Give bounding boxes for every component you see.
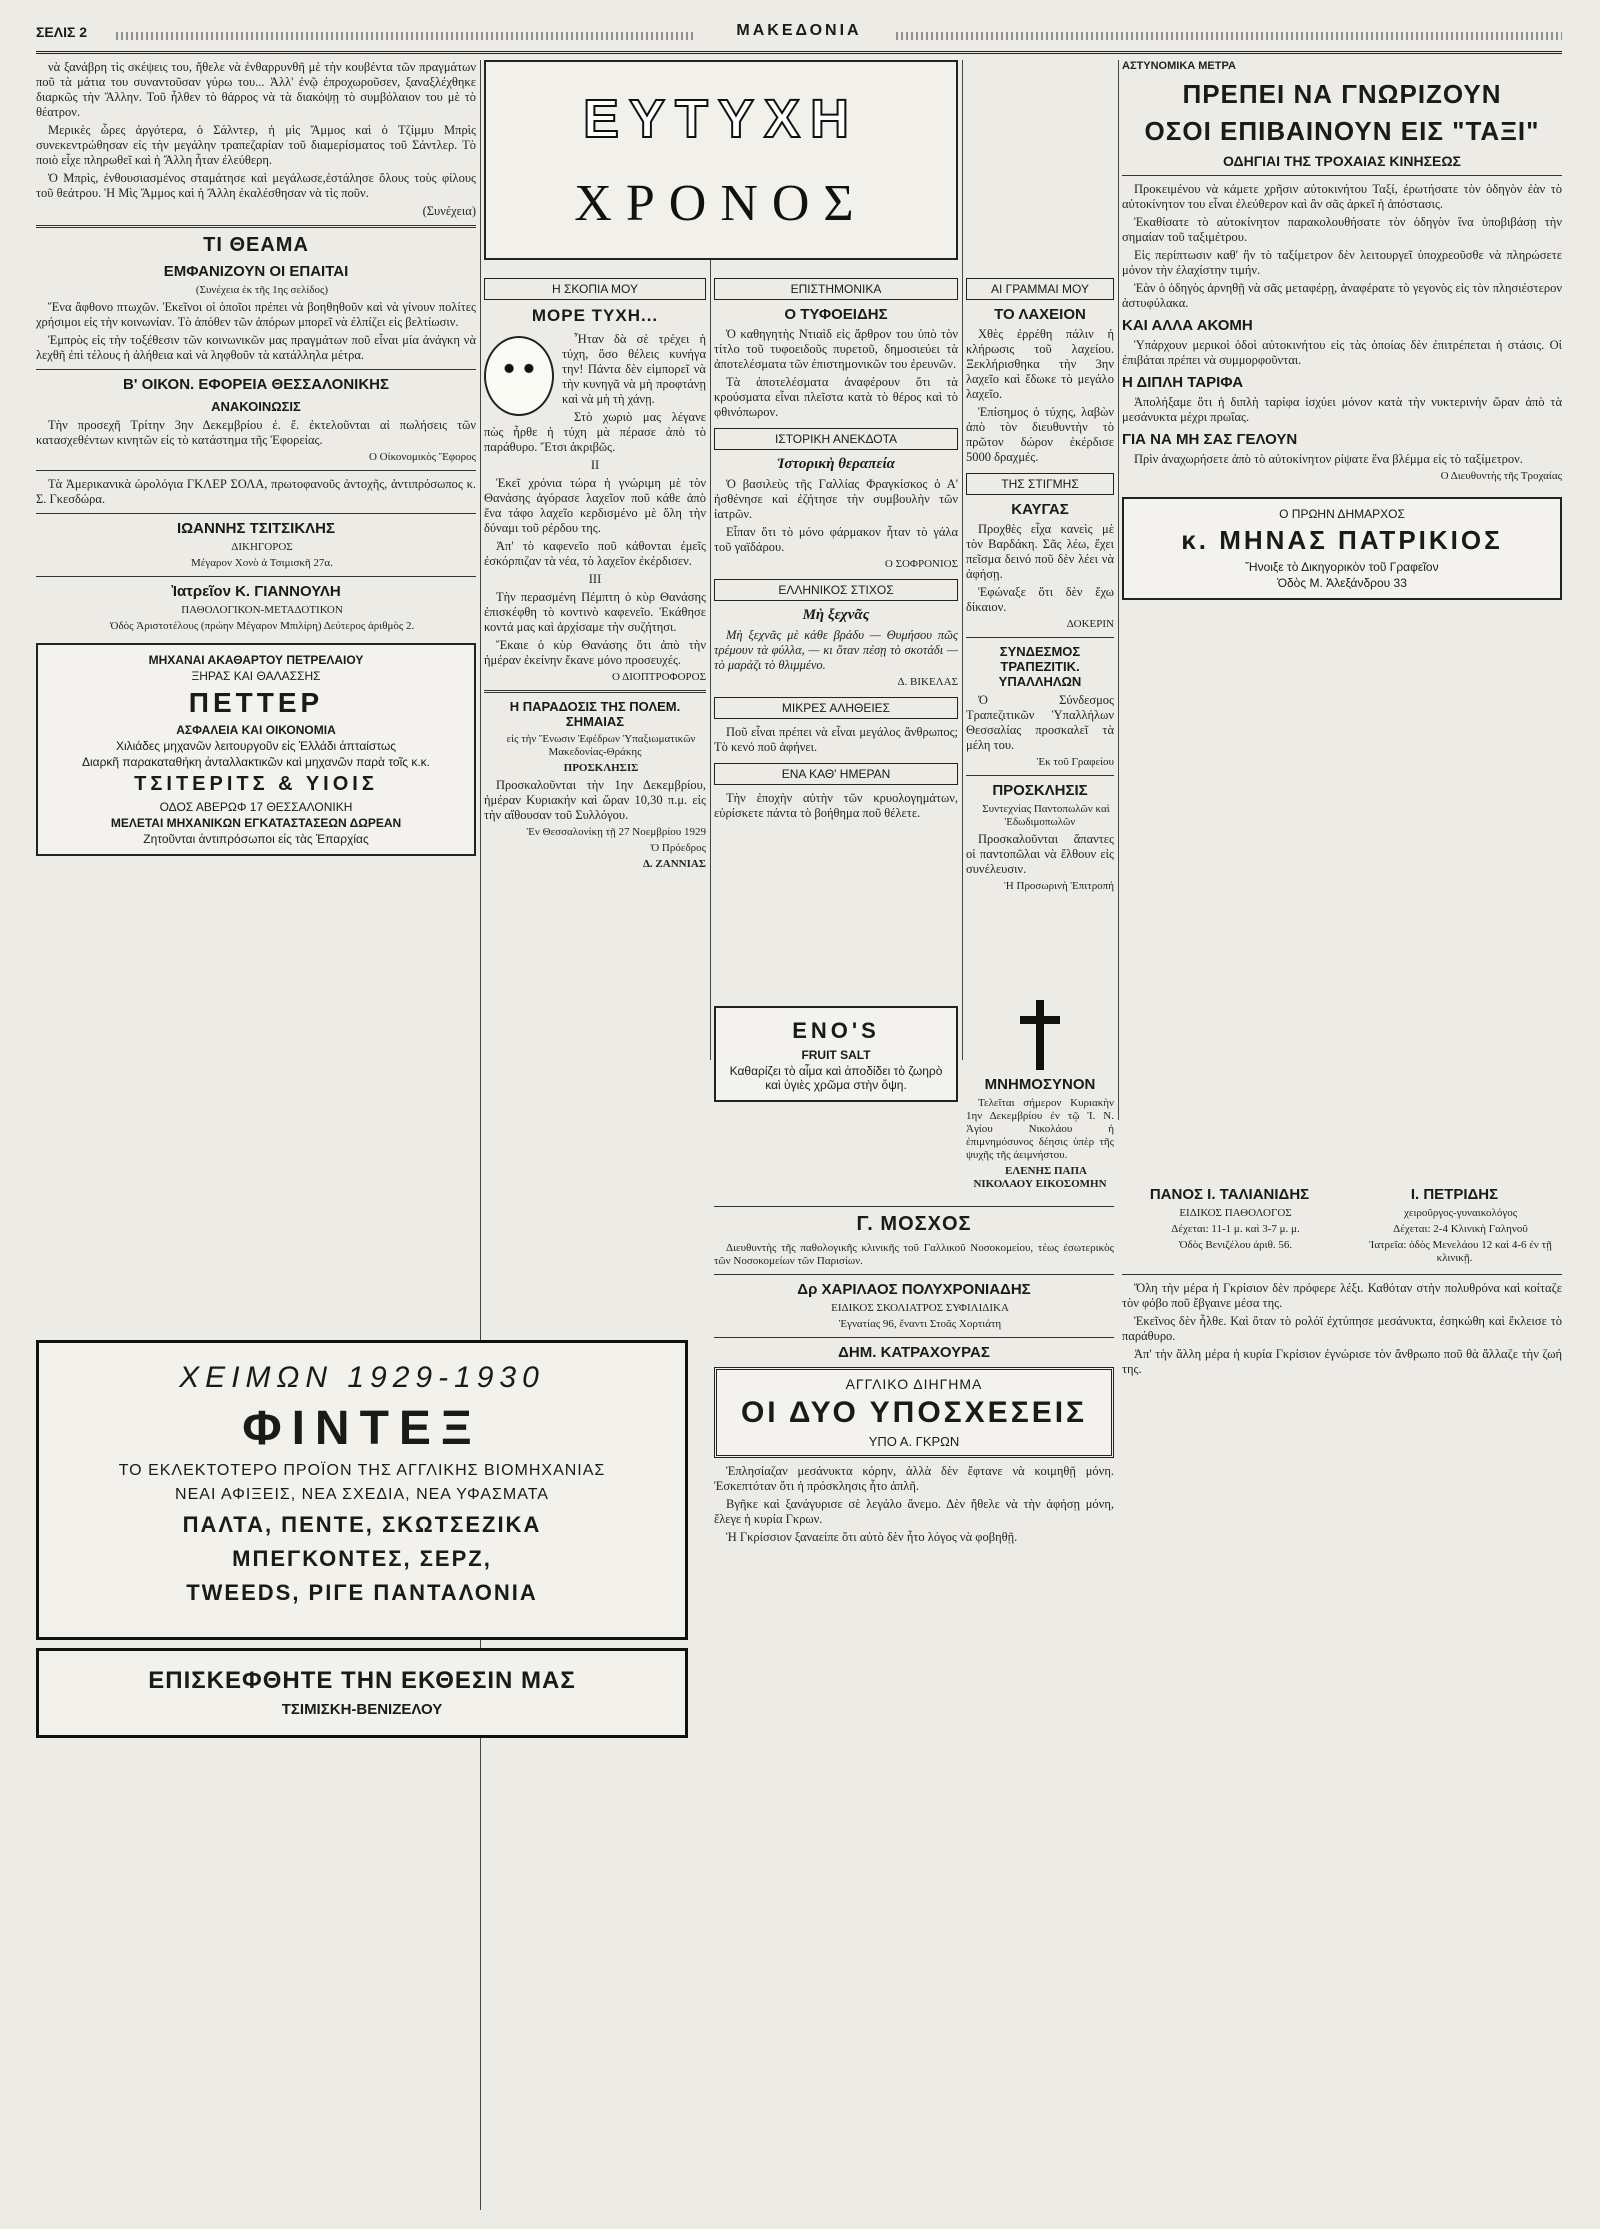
ad-line: TWEEDS, ΡΙΓΕ ΠΑΝΤΑΛΟΝΙΑ xyxy=(186,1580,538,1605)
ad-address: Ὁδὸς Μ. Ἀλεξάνδρου 33 xyxy=(1277,576,1407,590)
story-text: Ὅλη τὴν μέρα ἡ Γκρίσιον δὲν πρόφερε λέξι. Καθόταν στὴν πολυθρόνα καὶ κοίταζε τὸν φόβο ποῦ ἔβγαινε μέσα της. xyxy=(1122,1281,1562,1310)
section-box: ΕΠΙΣΤΗΜΟΝΙΚΑ xyxy=(714,278,958,300)
story-kicker: ΑΓΓΛΙΚΟ ΔΙΗΓΗΜΑ xyxy=(845,1376,983,1392)
lawyer-address: Μέγαρον Χονὸ ἀ Τσιμισκῆ 27α. xyxy=(191,557,333,569)
subhead-paradosis: εἰς τὴν Ἕνωσιν Ἐφέδρων Ὑπαξιωματικῶν Μακεδονίας-Θράκης xyxy=(506,733,696,758)
column-2 xyxy=(484,270,706,990)
headline-prosklisis: ΠΡΟΣΚΛΗΣΙΣ xyxy=(992,782,1088,799)
doctor-specialty: χειροῦργος-γυναικολόγος xyxy=(1403,1207,1518,1219)
enos-ad xyxy=(714,1000,958,1170)
section-box: ΕΛΛΗΝΙΚΟΣ ΣΤΙΧΟΣ xyxy=(714,579,958,601)
signature: Ο ΔΙΟΠΤΡΟΦΟΡΟΣ xyxy=(612,671,706,683)
headline-taxi-2: ΟΣΟΙ ΕΠΙΒΑΙΝΟΥΝ ΕΙΣ "ΤΑΞΙ" xyxy=(1144,116,1540,146)
doctor-name: Ι. ΠΕΤΡΙΔΗΣ xyxy=(1410,1186,1499,1203)
notice-president: Ὁ Πρόεδρος xyxy=(650,842,706,854)
section-numeral: II xyxy=(590,458,600,472)
article-text: Ἦταν δὰ σὲ τρέχει ἡ τύχη, ὅσο θέλεις κυνήγα την! Πάντα δὲν εἰμπορεῖ νὰ τὴν κυνηγᾶ νὰ μὴ προφτάνῃ καὶ νὰ μὴ τὴ χάνῃ. xyxy=(562,332,706,406)
article-text: Ἀπολήξαμε ὅτι ἡ διπλὴ ταρίφα ἰσχύει μόνον κατὰ τὴν νυκτερινὴν ὥραν ἀπὸ τὰ μεσάνυκτα μέχρι πρωΐας. xyxy=(1122,395,1562,424)
notice-text: Προσκαλοῦνται τὴν 1ην Δεκεμβρίου, ἡμέραν Κυριακήν καὶ ὥραν 10,30 π.μ. εἰς τὴν αἴθουσαν τοῦ Συλλόγου. xyxy=(484,778,706,822)
subhead-kai-alla: ΚΑΙ ΑΛΛΑ ΑΚΟΜΗ xyxy=(1122,317,1253,334)
article-text: Χθὲς ἐρρέθη πάλιν ἡ κλήρωσις τοῦ λαχείου. Ξεκλήρισθηκα τὴν 3ην λαχεῖο καὶ ἔδωκε τὸ μεγάλο λαχεῖο. xyxy=(966,327,1114,401)
paper-title: ΜΑΚΕΔΟΝΙΑ xyxy=(736,22,862,39)
doctor-hours: Δέχεται: 11-1 μ. καὶ 3-7 μ. μ. xyxy=(1171,1223,1300,1235)
article-text: Τὰ ἀποτελέσματα ἀναφέρουν ὅτι τὰ κρούσματα εἶναι πλεῖστα κατὰ τὸ θέρος καὶ τὸ φθινόπωρον. xyxy=(714,375,958,419)
article-text: Ἐπίσημος ὁ τύχης, λαβὼν ἀπὸ τὸν διευθυντὴν τὸ πρῶτον δώρον ἐκέρδισε 5000 δραχμές. xyxy=(966,405,1114,464)
ad-kicker: Ο ΠΡΩΗΝ ΔΗΜΑΡΧΟΣ xyxy=(1279,507,1405,521)
headline-kaygas: ΚΑΥΓΑΣ xyxy=(1011,501,1069,518)
article-text: Προσκαλοῦνται ἅπαντες οἱ παντοπῶλαι νὰ ἔλθουν εἰς συνέλευσιν. xyxy=(966,832,1114,876)
continued-label: (Συνέχεια) xyxy=(422,204,476,218)
ad-line: Χιλιάδες μηχανῶν λειτουργοῦν εἰς Ἑλλάδι ἀπταίστως xyxy=(115,739,397,753)
ad-line: Διαρκῆ παρακαταθήκη ἀνταλλακτικῶν καὶ μηχανῶν παρὰ τοῖς κ.κ. xyxy=(81,755,431,769)
notice-name: Δ. ΖΑΝΝΙΑΣ xyxy=(643,858,706,870)
ad-footer: ΜΕΛΕΤΑΙ ΜΗΧΑΝΙΚΩΝ ΕΓΚΑΤΑΣΤΑΣΕΩΝ ΔΩΡΕΑΝ xyxy=(110,816,402,830)
ad-text: Τὰ Ἀμερικανικὰ ὡρολόγια ΓΚΛΕΡ ΣΟΛΑ, πρωτοφανοῦς ἀντοχῆς, ἀντιπρόσωπος κ. Σ. Γκεσδώρα. xyxy=(36,477,476,506)
story-text: Ἐκεῖνος δὲν ἦλθε. Καὶ ὅταν τὸ ρολόϊ ἐχτύπησε μεσάνυκτα, ἐσηκώθη καὶ ἔκλεισε τὸ παράθυρο. xyxy=(1122,1314,1562,1343)
headline-eforia: Β' ΟΙΚΟΝ. ΕΦΟΡΕΙΑ ΘΕΣΣΑΛΟΝΙΚΗΣ xyxy=(123,376,389,393)
ad-dealer: ΤΣΙΤΕΡΙΤΣ & ΥΙΟΙΣ xyxy=(134,773,378,795)
headline-mnimosynon: ΜΝΗΜΟΣΥΝΟΝ xyxy=(984,1076,1096,1093)
signature: ΔΟΚΕΡΙΝ xyxy=(1066,618,1114,630)
poem-title: Μὴ ξεχνᾶς xyxy=(802,607,870,623)
ad-line: ΜΠΕΓΚΟΝΤΕΣ, ΣΕΡΖ, xyxy=(232,1546,492,1571)
eutyxi-xronos-illustration xyxy=(484,60,958,260)
illustration-line-2: ΧΡΟΝΟΣ xyxy=(574,175,868,232)
ad-brand: ΠΕΤΤΕΡ xyxy=(188,687,324,718)
ad-name: κ. ΜΗΝΑΣ ΠΑΤΡΙΚΙΟΣ xyxy=(1181,525,1503,555)
fintex-ad-footer xyxy=(36,1648,688,1738)
article-text: Ἐμπρὸς εἰς τὴν τοξέθεσιν τῶν κοινωνικῶν μας πραγμάτων ποῦ εἶναι μία ἀνάγκη νὰ λεχθῆ ἐπὶ τέλους ἡ ἀλήθεια καὶ νὰ ληφθοῦν τὰ κατάλληλα μέτρα. xyxy=(36,333,476,362)
doctor-text: Ἰατρεῖα: ὁδὸς Μενελάου 12 καὶ 4-6 ἐν τῇ κλινικῇ. xyxy=(1369,1239,1552,1264)
doctor-name: ΔΗΜ. ΚΑΤΡΑΧΟΥΡΑΣ xyxy=(838,1344,990,1361)
ad-address: ΟΔΟΣ ΑΒΕΡΩΦ 17 ΘΕΣΣΑΛΟΝΙΚΗ xyxy=(159,800,353,814)
doctor-specialty: ΠΑΘΟΛΟΓΙΚΟΝ-ΜΕΤΑΔΟΤΙΚΟΝ xyxy=(181,604,343,616)
deceased-name: ΕΛΕΝΗΣ ΠΑΠΑ ΝΙΚΟΛΑΟΥ ΕΙΚΟΣΟΜΗΝ xyxy=(973,1165,1107,1190)
article-text: Ἐὰν ὁ ὁδηγὸς ἀρνηθῇ νὰ σᾶς μεταφέρῃ, ἀναφέρατε τὸ γεγονὸς εἰς τὸν πλησιέστερον ἀστυφύλακα. xyxy=(1122,281,1562,310)
notice-text: Τὴν προσεχῆ Τρίτην 3ην Δεκεμβρίου ἐ. ἔ. ἐκτελοῦνται αἱ πωλήσεις τῶν κατασχεθέντων κινητῶν εἰς τὸ κατάστημα τῆς Ἐφορείας. xyxy=(36,418,476,447)
notice-label: ΠΡΟΣΚΛΗΣΙΣ xyxy=(563,762,639,774)
column-rule xyxy=(480,60,481,2210)
subhead-theama: ΕΜΦΑΝΙΖΟΥΝ ΟΙ ΕΠΑΙΤΑΙ xyxy=(163,263,349,280)
article-text: Πρὶν ἀναχωρήσετε ἀπὸ τὸ αὐτοκίνητον ρίψατε ἕνα βλέμμα εἰς τὸ ταξίμετρον. xyxy=(1134,452,1523,466)
article-text: Ὁ Μπρὶς, ἐνθουσιασμένος σταμάτησε καὶ μεγάλωσε,ἐστάλησε ὅλους τοὺς φίλους τοῦ θεάτρου. Ἡ Μὶς Ἄμμος καὶ ἡ Ἄλλη ἐκαλέσθησαν νὰ τὶς ποῦν. xyxy=(36,171,476,200)
headline-laxeion: ΤΟ ΛΑΧΕΙΟΝ xyxy=(994,306,1086,323)
article-text: Ἀπ' τὸ καφενεῖο ποῦ κάθονται ἐμεῖς ἐσκόρπιζαν τὰ νέα, τὸ λαχεῖον ἐκέρδισεν. xyxy=(484,539,706,568)
ad-brand: ENO'S xyxy=(792,1018,880,1043)
column-1 xyxy=(36,60,476,2210)
ad-visit: ΕΠΙΣΚΕΦΘΗΤΕ ΤΗΝ ΕΚΘΕΣΙΝ ΜΑΣ xyxy=(148,1667,576,1694)
poem-text: Μὴ ξεχνᾶς μὲ κάθε βράδυ — Θυμήσου πῶς τρέμουν τὰ φύλλα, — κι ὅταν πέσῃ τὸ σκοτάδι — τὸ μαράζι τὸ θλιμμένο. xyxy=(714,628,958,672)
article-text: Ὁ καθηγητὴς Ντιαὶδ εἰς ἄρθρον του ὑπὸ τὸν τίτλο τοῦ τυφοειδοῦς πυρετοῦ, δημοσιεύει τὰ ἀποτελέσματα τῶν ἐπιστημονικῶν του ἐρευνῶν. xyxy=(714,327,958,371)
article-text: Εἶπαν ὅτι τὸ μόνο φάρμακον ἦταν τὸ γάλα τοῦ γαϊδάρου. xyxy=(714,525,958,554)
ad-line: ΝΕΑΙ ΑΦΙΞΕΙΣ, ΝΕΑ ΣΧΕΔΙΑ, ΝΕΑ ΥΦΑΣΜΑΤΑ xyxy=(175,1486,549,1503)
story-text: Ἡ Γκρίσσιον ξαναείπε ὅτι αὐτὸ δὲν ἦτο λόγος νὰ φοβηθῇ. xyxy=(726,1530,1018,1544)
doctor-card xyxy=(1122,1180,1337,1268)
ad-line: ΤΟ ΕΚΛΕΚΤΟΤΕΡΟ ΠΡΟΪΟΝ ΤΗΣ ΑΓΓΛΙΚΗΣ ΒΙΟΜΗΧΑΝΙΑΣ xyxy=(118,1462,606,1479)
headline-taxi-1: ΠΡΕΠΕΙ ΝΑ ΓΝΩΡΙΖΟΥΝ xyxy=(1182,79,1502,109)
section-box: ΤΗΣ ΣΤΙΓΜΗΣ xyxy=(966,473,1114,495)
article-text: Εἰς περίπτωσιν καθ' ἣν τὸ ταξίμετρον δὲν λειτουργεῖ ὑποχρεοῦσθε νὰ πληρώσετε μόνον τὴν ἐλαχίστην τιμήν. xyxy=(1122,248,1562,277)
story-text: Ἐπλησίαζαν μεσάνυκτα κόρην, ἀλλὰ δὲν ἔφτανε νὰ κοιμηθῇ μόνη. Ἐσκεπτόταν ὅτι ἡ πρόσκλησις ἦτο ἀπλῆ. xyxy=(714,1464,1114,1493)
ad-text: Καθαρίζει τὸ αἷμα καὶ ἀποδίδει τὸ ζωηρὸ καὶ ὑγιὲς χρῶμα στὴν ὄψη. xyxy=(729,1064,943,1092)
story-text: Ἀπ' τὴν ἄλλη μέρα ἡ κυρία Γκρίσιον ἐγνώρισε τὸν ἄνθρωπο ποῦ θὰ ἄλλαζε τὴν ζωή της. xyxy=(1122,1347,1562,1376)
section-box: ΕΝΑ ΚΑΘ' ΗΜΕΡΑΝ xyxy=(714,763,958,785)
continued-from: (Συνέχεια ἐκ τῆς 1ης σελίδος) xyxy=(195,284,329,296)
article-text: Ὑπάρχουν μερικοὶ ὁδοὶ αὐτοκινήτου εἰς τὰς ὁποίας δὲν ἐπιτρέπεται ἡ στάσις. Οἱ ἐπιβάται πρέπει νὰ συμμορφοῦνται. xyxy=(1122,338,1562,367)
mnimosynon-block xyxy=(966,1000,1114,1200)
article-text: Στὸ χωριὸ μας λέγανε πὼς ἦρθε ἡ τύχη μὰ πέρασε ἀπὸ τὸ παράθυρο. Ἔτσι ἀκριβῶς. xyxy=(484,410,706,454)
ad-address: ΤΣΙΜΙΣΚΗ-ΒΕΝΙΖΕΛΟΥ xyxy=(281,1701,443,1718)
subhead-prosklisis: Συντεχνίας Παντοπωλῶν καὶ Ἐδωδιμοπωλῶν xyxy=(982,803,1110,828)
column-rule xyxy=(962,60,963,1060)
ad-subtitle: ΞΗΡΑΣ ΚΑΙ ΘΑΛΑΣΣΗΣ xyxy=(191,669,321,683)
enos-ad-box xyxy=(714,1006,958,1102)
headline-syndesmos: ΣΥΝΔΕΣΜΟΣ ΤΡΑΠΕΖΙΤΙΚ. ΥΠΑΛΛΗΛΩΝ xyxy=(998,644,1082,689)
column-5 xyxy=(1122,60,1562,1170)
article-text: Ἐκαθίσατε τὸ αὐτοκίνητον παρακολουθήσατε τὸν ὁδηγὸν ἵνα ὑποβιβάσῃ τὴν σημαίαν τοῦ ταξιμέτρου. xyxy=(1122,215,1562,244)
fintex-ad xyxy=(36,1340,688,1640)
headline-paradosis: Η ΠΑΡΑΔΟΣΙΣ ΤΗΣ ΠΟΛΕΜ. ΣΗΜΑΙΑΣ xyxy=(509,699,681,729)
doctor-address: Ὁδὸς Ἀριστοτέλους (πρώην Μέγαρον Μπιλίρη) Δεύτερος ἀριθμὸς 2. xyxy=(109,620,415,632)
subhead-taxi: ΟΔΗΓΙΑΙ ΤΗΣ ΤΡΟΧΑΙΑΣ ΚΙΝΗΣΕΩΣ xyxy=(1223,153,1461,169)
story-title: ΟΙ ΔΥΟ ΥΠΟΣΧΕΣΕΙΣ xyxy=(740,1396,1088,1429)
lower-middle xyxy=(714,1200,1114,2200)
doctor-name: ΠΑΝΟΣ Ι. ΤΑΛΙΑΝΙΔΗΣ xyxy=(1149,1186,1310,1203)
headline-therapeia: Ἱστορικὴ θεραπεία xyxy=(777,456,895,472)
column-4 xyxy=(966,270,1114,990)
subhead-na-mi-gelou: ΓΙΑ ΝΑ ΜΗ ΣΑΣ ΓΕΛΟΥΝ xyxy=(1122,431,1298,448)
petter-ad xyxy=(36,643,476,856)
article-text: Ἔκαιε ὁ κὺρ Θανάσης ὅτι ἀπὸ τὴν ἡμέραν ἐκείνην ἔκανε μόνο προσευχές. xyxy=(484,638,706,667)
lawyer-role: ΔΙΚΗΓΟΡΟΣ xyxy=(231,541,293,553)
illustration-line-1: ΕΥΤΥΧΗ xyxy=(582,89,860,149)
poet-name: Δ. ΒΙΚΕΛΑΣ xyxy=(897,676,958,688)
article-text: Ἐκεῖ χρόνια τώρα ἡ γνώριμη μὲ τὸν Θανάσης ἀγόρασε λαχεῖον ποῦ κάθε ἀπὸ ἕνα τάφο λαχεῖο κερδισμένο μὲ ὅλη τὴν δύναμι τοῦ ρέρδου της. xyxy=(484,476,706,535)
doctor-specialty: ΕΙΔΙΚΟΣ ΠΑΘΟΛΟΓΟΣ xyxy=(1179,1207,1292,1219)
doctor-address: Δέχεται: 2-4 Κλινικὴ Γαληνοῦ xyxy=(1393,1223,1528,1235)
committee-signature: Ἡ Προσωρινὴ Ἐπιτροπή xyxy=(1004,880,1114,892)
headline-theama: ΤΙ ΘΕΑΜΑ xyxy=(203,234,309,256)
story-author: ΥΠΟ Α. ΓΚΡΩΝ xyxy=(868,1434,960,1449)
notice-date: Ἐν Θεσσαλονίκῃ τῇ 27 Νοεμβρίου 1929 xyxy=(526,826,706,838)
article-text: Ἕνα ἄφθονο πτωχῶν. Ἐκεῖνοι οἱ ὁποῖοι πρέπει νὰ βοηθηθοῦν καὶ νὰ γίνουν πολίτες χρήσιμοι εἰς τὴν κοινωνίαν. Τὸ ἀπόθεν τῶν ἀπόρων μπορεῖ νὰ ἐλπίζει εἰς βελτίωσιν. xyxy=(36,300,476,329)
ad-line: ΑΣΦΑΛΕΙΑ ΚΑΙ ΟΙΚΟΝΟΜΙΑ xyxy=(176,723,336,737)
article-text: Ὁ Σύνδεσμος Τραπεζιτικῶν Ὑπαλλήλων Θεσσαλίας προσκαλεῖ τὰ μέλη του. xyxy=(966,693,1114,752)
subhead-eforia: ΑΝΑΚΟΙΝΩΣΙΣ xyxy=(211,399,301,414)
article-text: Μερικὲς ὧρες ἀργότερα, ὁ Σάλντερ, ἡ μὶς Ἄμμος καὶ ὁ Τζίμμυ Μπρὶς συνεκεντρώθησαν εἰς τὴν μεγάλην τραπεζαρίαν τοῦ διαμερίσματος τοῦ Σάντλερ. Τὸ ποιὸ εἶχε πληρωθεῖ καὶ ἡ Ἄλλη ἦταν ἐλεύθερη. xyxy=(36,123,476,167)
ad-years: ΧΕΙΜΩΝ 1929-1930 xyxy=(179,1361,545,1394)
lower-right xyxy=(1122,1180,1562,2200)
article-text: Ἐφώναξε ὅτι δὲν ἔχω δίκαιον. xyxy=(966,585,1114,614)
doctor-name: Ἰατρεῖον Κ. ΓΙΑΝΝΟΥΛΗ xyxy=(171,583,341,600)
ad-title: ΜΗΧΑΝΑΙ ΑΚΑΘΑΡΤΟΥ ΠΕΤΡΕΛΑΙΟΥ xyxy=(148,653,364,667)
column-rule xyxy=(1118,60,1119,1120)
lawyer-name: ΙΩΑΝΝΗΣ ΤΣΙΤΣΙΚΛΗΣ xyxy=(176,520,336,537)
doctor-text: Διευθυντὴς τῆς παθολογικῆς κλινικῆς τοῦ Γαλλικοῦ Νοσοκομείου, τέως ἐσωτερικὸς τῶν Νοσοκομείων τῶν Παρισίων. xyxy=(714,1242,1114,1267)
article-text: Προχθὲς εἶχα κανεὶς μὲ τὸν Βαρδάκη. Σᾶς λέω, ἔχει πεῖσμα δεινό ποῦ δὲν λέει νὰ ἀφήσῃ. xyxy=(966,522,1114,581)
ad-brand: ΦΙΝΤΕΞ xyxy=(242,1402,482,1455)
doctor-specialty: ΕΙΔΙΚΟΣ ΣΚΟΛΙΑΤΡΟΣ ΣΥΦΙΛΙΔΙΚΑ xyxy=(831,1302,1009,1314)
column-3 xyxy=(714,270,958,990)
notice-signature: Ο Οἰκονομικὸς Ἔφορος xyxy=(368,451,476,463)
article-text: Τελεῖται σήμερον Κυριακὴν 1ην Δεκεμβρίου ἐν τῷ Ἱ. Ν. Ἁγίου Νικολάου ἡ ἐπιμνημόσυνος δέησις ὑπὲρ τῆς ψυχῆς τῆς ἀειμνήστου. xyxy=(966,1097,1114,1161)
article-text: Ὁ βασιλεὺς τῆς Γαλλίας Φραγκίσκος ὁ Α' ἠσθένησε καὶ ἐζήτησε τὴν συμβουλὴν τῶν ἰατρῶν. xyxy=(714,477,958,521)
article-text: Τὴν ἐποχὴν αὐτὴν τῶν κρυολογημάτων, εὑρίσκετε πάντα τὸ βοήθημα ποῦ θέλετε. xyxy=(714,791,958,820)
doctor-card xyxy=(1347,1180,1562,1268)
cross-icon xyxy=(1020,1000,1060,1070)
signature: Ο Διευθυντὴς τῆς Τροχαίας xyxy=(1440,470,1562,482)
subhead-dipli-tarifa: Η ΔΙΠΛΗ ΤΑΡΙΦΑ xyxy=(1122,374,1244,391)
signature: Ο ΣΟΦΡΟΝΙΟΣ xyxy=(884,558,958,570)
headline-tyxi: ΜΟΡΕ ΤΥΧΗ... xyxy=(531,306,659,325)
office-signature: Ἐκ τοῦ Γραφείου xyxy=(1036,756,1114,768)
section-box: ΑΙ ΓΡΑΜΜΑΙ ΜΟΥ xyxy=(966,278,1114,300)
story-header xyxy=(714,1367,1114,1458)
patrikios-ad xyxy=(1122,497,1562,600)
kicker: ΑΣΤΥΝΟΜΙΚΑ ΜΕΤΡΑ xyxy=(1122,60,1236,72)
masthead xyxy=(36,14,1562,54)
doctor-mosxos: Γ. ΜΟΣΧΟΣ xyxy=(856,1213,972,1235)
article-text: Προκειμένου νὰ κάμετε χρῆσιν αὐτοκινήτου Ταξί, ἐρωτήσατε τὸν ὁδηγὸν ἐὰν τὸ αὐτοκίνητον του εἶναι ἐλεύθερον καὶ ἂν σᾶς ἀρκεῖ ἡ ἀπόστασις. xyxy=(1122,182,1562,211)
section-box: ΙΣΤΟΡΙΚΗ ΑΝΕΚΔΟΤΑ xyxy=(714,428,958,450)
doctor-cards xyxy=(1122,1180,1562,1268)
ad-line: ΠΑΛΤΑ, ΠΕΝΤΕ, ΣΚΩΤΣΕΖΙΚΑ xyxy=(182,1512,542,1537)
story-text: Βγῆκε καὶ ξανάγυρισε σὲ λεγάλο ἄνεμο. Δὲν ἤθελε νὰ τὴν ἀφήσῃ μόνη, ἔλεγε ἡ κυρία Γκρων. xyxy=(714,1497,1114,1526)
section-numeral: III xyxy=(588,572,602,586)
section-box: Η ΣΚΟΠΙΑ ΜΟΥ xyxy=(484,278,706,300)
ad-footer: Ζητοῦνται ἀντιπρόσωποι εἰς τὰς Ἐπαρχίας xyxy=(143,832,369,846)
article-text: νὰ ξανάβρη τὶς σκέψεις του, ἤθελε νὰ ἐνθαρρυνθῆ μὲ τὴν κουβέντα τῶν πραγμάτων ποῦ τὰ μάτια του συναντοῦσαν γύρω του... Ἀλλ' ἐνῷ ἐπροχωροῦσεν, ξαναξλέχθηκε διαρκῶς τὴν Ἄλλην. Τοῦ ἦλθεν τὸ θάρρος νὰ τὰ διακόψῃ τὸ συμβόλαιον του μὲ τὸ θέατρον. xyxy=(36,60,476,119)
ad-line: Ἤνοιξε τὸ Δικηγορικὸν τοῦ Γραφεῖον xyxy=(1245,560,1439,574)
doctor-address: Ὁδὸς Βενιζέλου ἀριθ. 56. xyxy=(1178,1239,1293,1251)
article-text: Τὴν περασμένη Πέμπτη ὁ κὺρ Θανάσης ἐπισκέφθη τὸ κοντινὸ καφενεῖο. Ἐκάθησε κοντά μας καὶ ἀρχίσαμε τὴν συζήτησι. xyxy=(484,590,706,634)
headline-tyfoeidis: Ο ΤΥΦΟΕΙΔΗΣ xyxy=(784,306,888,323)
section-box: ΜΙΚΡΕΣ ΑΛΗΘΕΙΕΣ xyxy=(714,697,958,719)
article-text: Ποῦ εἶναι πρέπει νὰ εἶναι μεγάλος ἄνθρωπος; Τὸ κενό ποῦ ἀφήνει. xyxy=(714,725,958,754)
cartoon-face-icon xyxy=(484,336,554,416)
doctor-address: Ἐγνατίας 96, ἔναντι Στοᾶς Χορτιάτη xyxy=(838,1318,1002,1330)
masthead-rule-right xyxy=(896,32,1562,40)
doctor-name: Δρ ΧΑΡΙΛΑΟΣ ΠΟΛΥΧΡΟΝΙΑΔΗΣ xyxy=(797,1281,1031,1298)
ad-subtitle: FRUIT SALT xyxy=(801,1048,871,1062)
page-number: ΣΕΛΙΣ 2 xyxy=(36,24,88,40)
